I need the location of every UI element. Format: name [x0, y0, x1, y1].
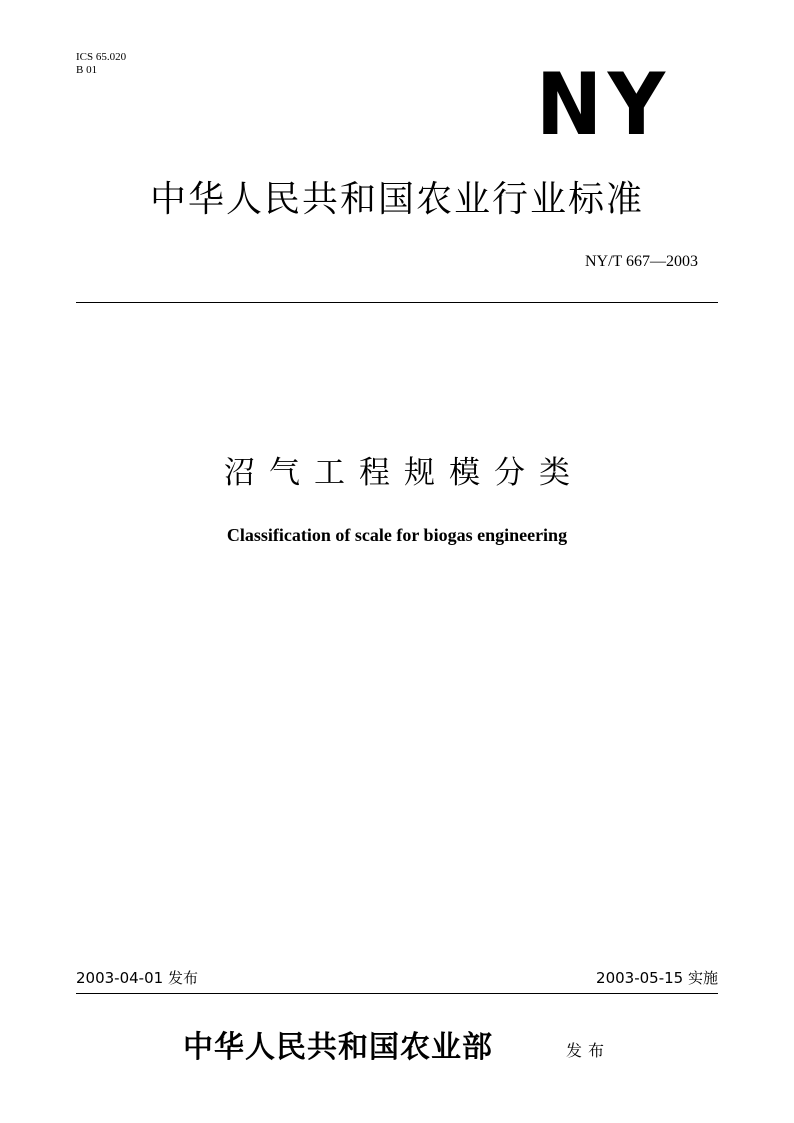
standard-category-title: 中华人民共和国农业行业标准 [149, 179, 644, 220]
issue-date: 2003-04-01 发布 [76, 969, 198, 987]
top-divider [76, 302, 718, 303]
ny-logo: NY [536, 55, 671, 155]
classification-codes [76, 51, 126, 77]
document-title-cn: 沼气工程规模分类 [224, 455, 584, 491]
implementation-date: 2003-05-15 实施 [596, 969, 718, 987]
publish-label: 发布 [566, 1041, 611, 1060]
publisher-name: 中华人民共和国农业部 [183, 1030, 493, 1065]
document-title-en: Classification of scale for biogas engineering [226, 525, 568, 545]
standard-code: NY/T 667—2003 [584, 253, 698, 270]
ccs-code: B 01 [76, 64, 98, 76]
ics-code: ICS 65.020 [76, 51, 127, 63]
bottom-divider [76, 993, 718, 994]
